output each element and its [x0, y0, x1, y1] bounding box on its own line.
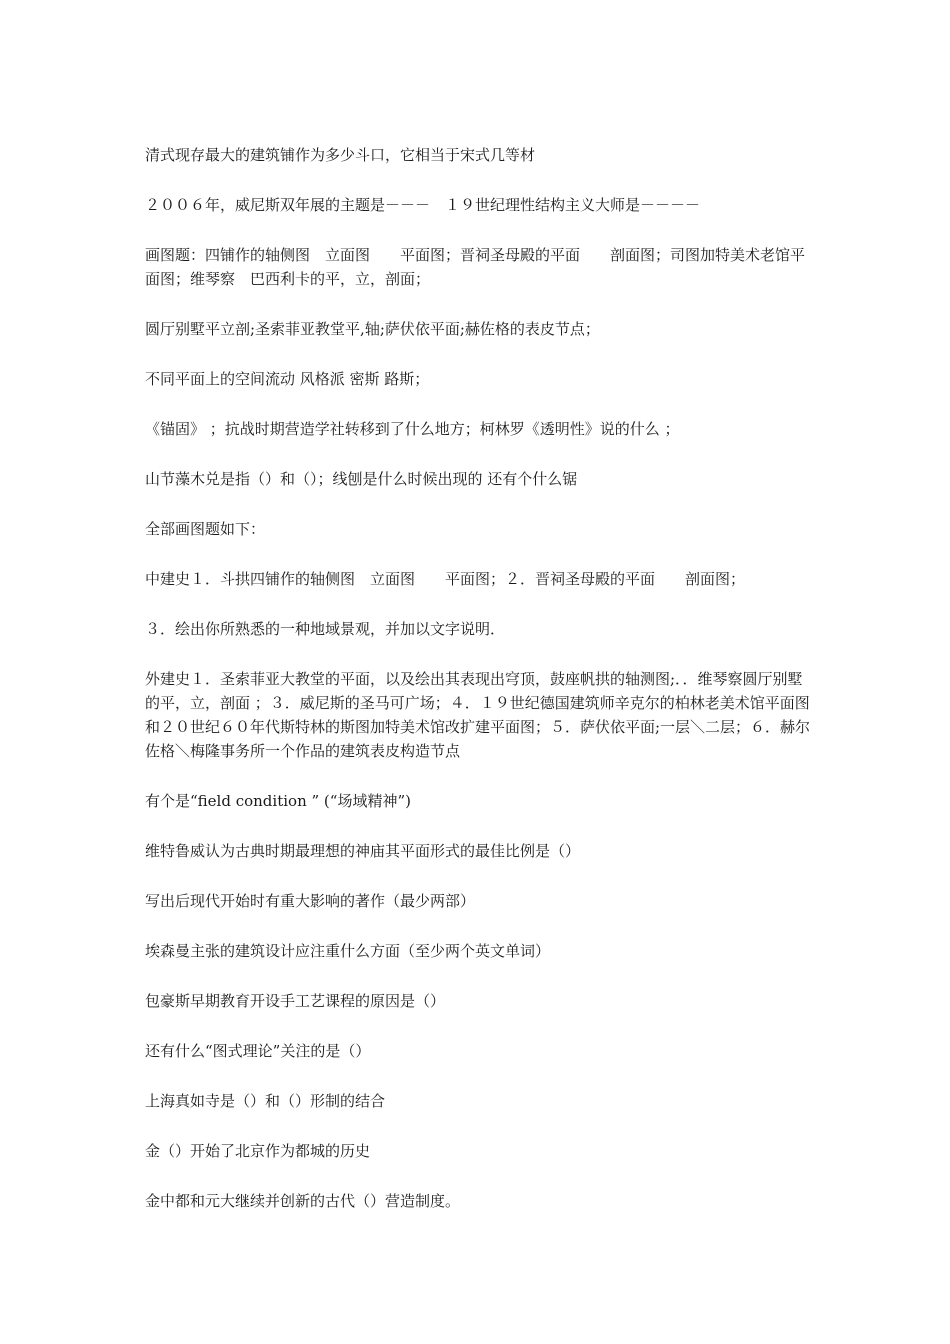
paragraph-12: 有个是“field condition ” (“场域精神”): [145, 792, 411, 810]
paragraph-20: 金中都和元大继续并创新的古代（）营造制度。: [145, 1192, 461, 1210]
paragraph-4: 圆厅别墅平立剖;圣索菲亚教堂平,轴;萨伏依平面;赫佐格的表皮节点；: [145, 320, 600, 338]
paragraph-2: ２００６年，威尼斯双年展的主题是－－－ １９世纪理性结构主义大师是－－－－: [145, 196, 701, 214]
document-body: [145, 143, 815, 1239]
paragraph-13: 维特鲁威认为古典时期最理想的神庙其平面形式的最佳比例是（）: [145, 842, 581, 860]
paragraph-17: 还有什么“图式理论”关注的是（）: [145, 1042, 371, 1060]
paragraph-1: 清式现存最大的建筑铺作为多少斗口，它相当于宋式几等材: [145, 146, 536, 164]
paragraph-5: 不同平面上的空间流动 风格派 密斯 路斯；: [145, 370, 430, 388]
paragraph-16: 包豪斯早期教育开设手工艺课程的原因是（）: [145, 992, 446, 1010]
paragraph-18: 上海真如寺是（）和（）形制的结合: [145, 1092, 386, 1110]
paragraph-11: 外建史１．圣索菲亚大教堂的平面，以及绘出其表现出穹顶，鼓座帆拱的轴测图;．．维琴察圆厅别墅的平，立，剖面 ；３．威尼斯的圣马可广场；４．１９世纪德国建筑师辛克尔的柏林老美术馆平面图和２０世纪６０年代斯特林的斯图加特美术馆改扩建平面图；５．萨伏依平面;一层＼二层；６．赫尔佐格＼梅隆事务所一个作品的建筑表皮构造节点: [145, 670, 811, 760]
paragraph-6: 《锚固》 ；抗战时期营造学社转移到了什么地方；柯林罗《透明性》说的什么 ；: [145, 420, 680, 438]
paragraph-9: 中建史１．斗拱四铺作的轴侧图 立面图 平面图；２．晋祠圣母殿的平面 剖面图；: [145, 570, 746, 588]
paragraph-19: 金（）开始了北京作为都城的历史: [145, 1142, 371, 1160]
paragraph-15: 埃森曼主张的建筑设计应注重什么方面（至少两个英文单词）: [145, 942, 551, 960]
paragraph-14: 写出后现代开始时有重大影响的著作（最少两部）: [145, 892, 476, 910]
paragraph-7: 山节藻木兑是指（）和（）；线刨是什么时候出现的 还有个什么锯: [145, 470, 578, 488]
paragraph-8: 全部画图题如下：: [145, 520, 266, 538]
paragraph-10: ３．绘出你所熟悉的一种地域景观，并加以文字说明．: [145, 620, 506, 638]
paragraph-3: 画图题：四铺作的轴侧图 立面图 平面图；晋祠圣母殿的平面 剖面图；司图加特美术老馆平面图；维琴察 巴西利卡的平，立，剖面；: [145, 246, 806, 288]
